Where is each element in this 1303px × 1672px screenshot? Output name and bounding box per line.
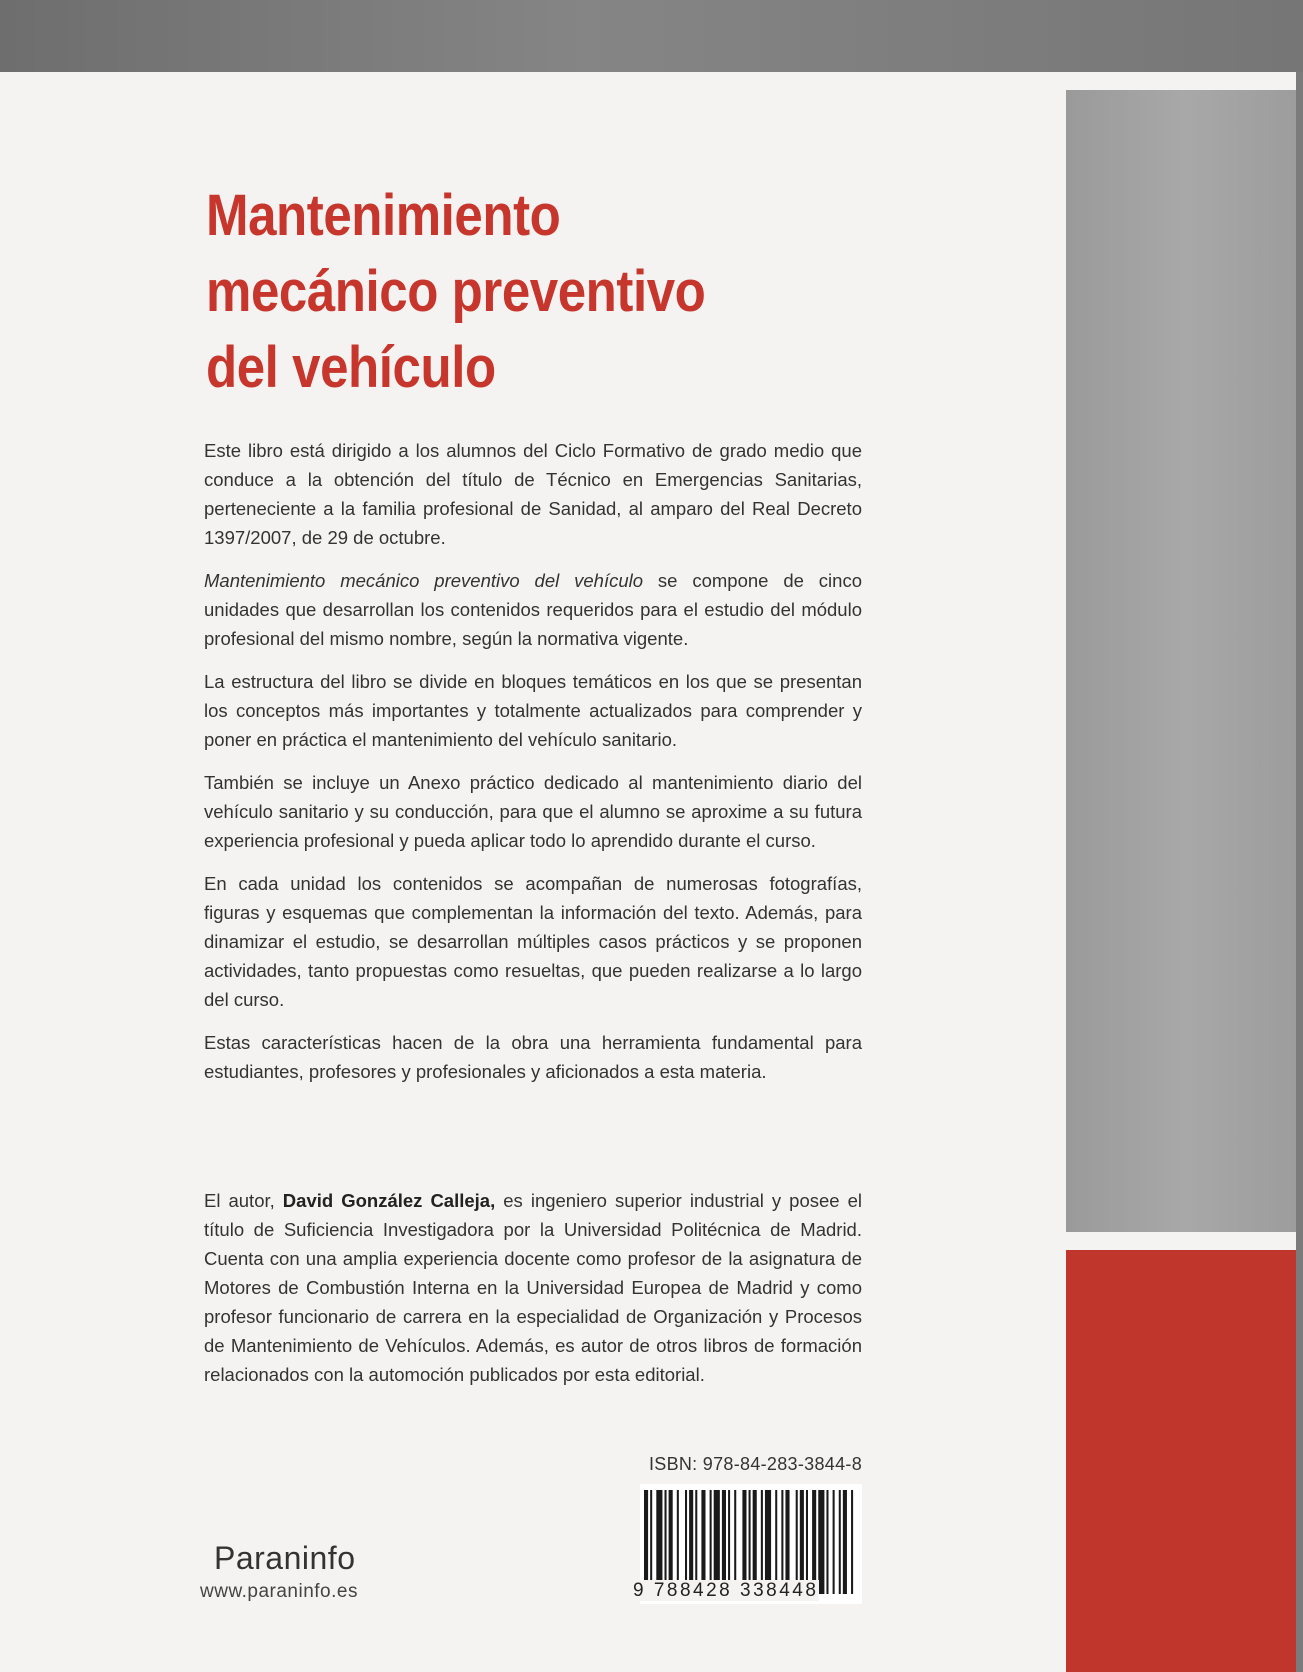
description-paragraph-5: En cada unidad los contenidos se acompañan de numerosas fotografías, figuras y esquemas que complementan la información del texto. Además, para dinamizar el estudio, se desarrollan múltiples casos prácticos y se proponen actividades, tanto propuestas como resueltas, que pueden realizarse a lo largo del curso. bbox=[204, 873, 862, 1010]
barcode-bar bbox=[644, 1490, 648, 1594]
barcode-bar bbox=[765, 1490, 771, 1594]
barcode-bar bbox=[812, 1490, 816, 1594]
isbn-label: ISBN: 978-84-283-3844-8 bbox=[648, 1454, 862, 1474]
barcode-bar bbox=[761, 1490, 763, 1594]
barcode-bar bbox=[753, 1490, 757, 1594]
barcode-bar bbox=[677, 1490, 679, 1594]
title-line-1: Mantenimiento bbox=[206, 183, 561, 248]
barcode-bar bbox=[685, 1490, 687, 1594]
barcode-bar bbox=[710, 1490, 712, 1594]
barcode-bar bbox=[843, 1490, 847, 1594]
barcode-bar bbox=[749, 1490, 751, 1594]
barcode-bar bbox=[818, 1490, 824, 1594]
author-paragraph bbox=[204, 1186, 862, 1389]
barcode-bar bbox=[839, 1490, 841, 1594]
barcode-number: 9 788428 338448 bbox=[633, 1580, 819, 1601]
description bbox=[204, 436, 862, 1100]
publisher-url: www.paraninfo.es bbox=[200, 1581, 358, 1602]
barcode-bar bbox=[689, 1490, 693, 1594]
top-gray-band bbox=[0, 0, 1303, 72]
spine-edge bbox=[1296, 72, 1303, 1672]
description-paragraph-2 bbox=[204, 566, 862, 653]
barcode-bar bbox=[650, 1490, 652, 1594]
description-paragraph-4: También se incluye un Anexo práctico dedicado al mantenimiento diario del vehículo sanitario y su conducción, para que el alumno se aproxime a su futura experiencia profesional y pueda aplicar todo lo aprendido durante el curso. bbox=[204, 772, 862, 851]
barcode-bar bbox=[742, 1490, 746, 1594]
barcode-bar bbox=[695, 1490, 697, 1594]
barcode-digits bbox=[632, 1580, 866, 1602]
barcode-bar bbox=[800, 1490, 804, 1594]
book-title bbox=[206, 178, 840, 406]
description-paragraph-6: Estas características hacen de la obra una herramienta fundamental para estudiantes, profesores y profesionales y aficionados a esta materia. bbox=[204, 1032, 862, 1082]
description-paragraph-3: La estructura del libro se divide en bloques temáticos en los que se presentan los conceptos más importantes y totalmente actualizados para comprender y poner en práctica el mantenimiento del vehículo sanitario. bbox=[204, 671, 862, 750]
barcode-bar bbox=[701, 1490, 705, 1594]
barcode-bar bbox=[775, 1490, 777, 1594]
title-line-2: mecánico preventivo bbox=[206, 259, 706, 324]
barcode-bar bbox=[851, 1490, 853, 1594]
barcode-bar bbox=[826, 1490, 828, 1594]
barcode-bar bbox=[728, 1490, 730, 1594]
book-title-italic: Mantenimiento mecánico preventivo del vehículo bbox=[204, 570, 644, 591]
paragraph-2-rest: se compone de cinco unidades que desarrollan los contenidos requeridos para el estudio del módulo profesional del mismo nombre, según la normativa vigente. bbox=[204, 570, 862, 649]
barcode-bar bbox=[665, 1490, 667, 1594]
author-name: David González Calleja, bbox=[282, 1190, 496, 1211]
barcode-bar bbox=[656, 1490, 662, 1594]
title-line-3: del vehículo bbox=[206, 335, 496, 400]
author-prefix: El autor, bbox=[204, 1190, 283, 1211]
barcode-bar bbox=[734, 1490, 736, 1594]
barcode-bar bbox=[722, 1490, 726, 1594]
barcode-bar bbox=[833, 1490, 835, 1594]
barcode-bar bbox=[785, 1490, 789, 1594]
right-gray-panel bbox=[1066, 90, 1303, 1232]
barcode-bar bbox=[781, 1490, 783, 1594]
author-bio bbox=[204, 1186, 862, 1389]
publisher-logo: Paraninfo bbox=[214, 1540, 356, 1576]
barcode-bar bbox=[806, 1490, 808, 1594]
barcode-bar bbox=[714, 1490, 720, 1594]
barcode-bar bbox=[796, 1490, 798, 1594]
barcode-bar bbox=[669, 1490, 673, 1594]
right-red-panel bbox=[1066, 1250, 1303, 1672]
author-description: es ingeniero superior industrial y posee el título de Suficiencia Investigadora por la Universidad Politécnica de Madrid. Cuenta con una amplia experiencia docente como profesor de la asignatura de Motores de Combustión Interna en la Universidad Europea de Madrid y como profesor funcionario de carrera en la especialidad de Organización y Procesos de Mantenimiento de Vehículos. Además, es autor de otros libros de formación relacionados con la automoción publicados por esta editorial. bbox=[204, 1190, 863, 1385]
description-paragraph-1: Este libro está dirigido a los alumnos del Ciclo Formativo de grado medio que conduce a la obtención del título de Técnico en Emergencias Sanitarias, perteneciente a la familia profesional de Sanidad, al amparo del Real Decreto 1397/2007, de 29 de octubre. bbox=[204, 440, 862, 548]
